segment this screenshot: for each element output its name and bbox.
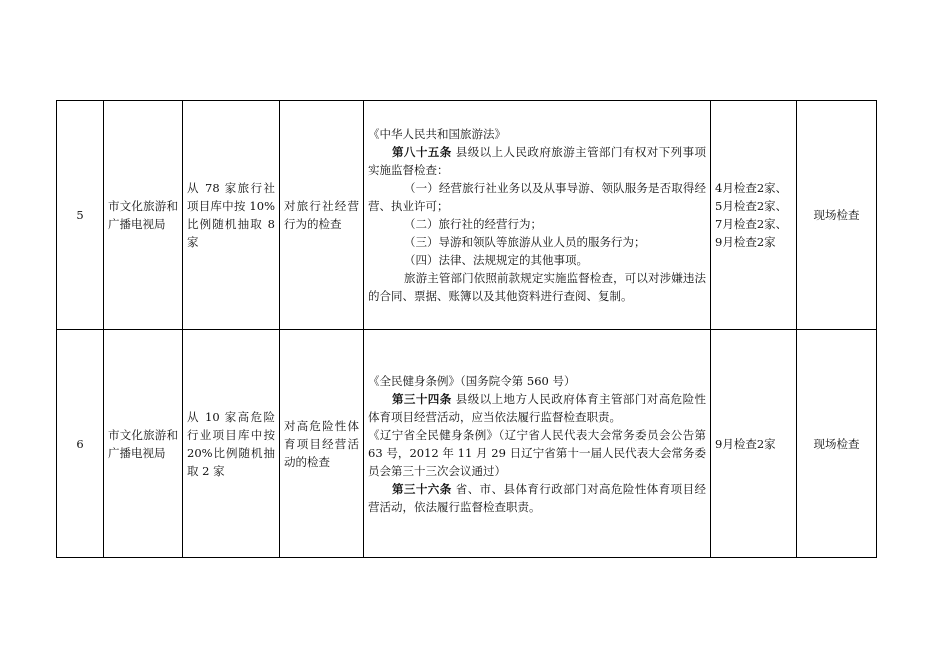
method-cell: 现场检查 [797, 330, 877, 558]
schedule-cell [711, 101, 797, 330]
table-row [57, 330, 877, 558]
legal-basis-cell [364, 330, 711, 558]
method-cell: 现场检查 [797, 101, 877, 330]
article-text: 县级以上地方人民政府体育主管部门对高危险性体育项目经营活动，应当依法履行监督检查职责。 [368, 391, 707, 424]
article-heading: 第三十六条 [392, 481, 452, 496]
table-row [57, 101, 877, 330]
schedule-entry: 7月检查2家、 [715, 217, 788, 231]
article-text: 县级以上人民政府旅游主管部门有权对下列事项实施监督检查： [368, 145, 707, 177]
article-clause: （三）导游和领队等旅游从业人员的服务行为； [404, 235, 646, 249]
article-clause: （一）经营旅行社业务以及从事导游、领队服务是否取得经营、执业许可； [368, 181, 706, 213]
schedule-entry: 5月检查2家、 [715, 199, 788, 213]
law-title: 《中华人民共和国旅游法》 [368, 127, 506, 141]
article-text: 省、市、县体育行政部门对高危险性体育项目经营活动，依法履行监督检查职责。 [368, 481, 707, 514]
sampling-scope-cell: 从 78 家旅行社项目库中按 10% 比例随机抽取 8 家 [183, 101, 280, 330]
row-number: 5 [57, 101, 104, 330]
schedule-cell [711, 330, 797, 558]
inspection-table [56, 100, 877, 558]
department-cell: 市文化旅游和广播电视局 [104, 330, 183, 558]
row-number: 6 [57, 330, 104, 558]
article-clause: （二）旅行社的经营行为； [404, 217, 542, 231]
legal-basis-cell [364, 101, 711, 330]
law-title: 《辽宁省全民健身条例》（辽宁省人民代表大会常务委员会公告第 63 号，2012 年 11 月 29 日辽宁省第十一届人民代表大会常务委员会第三十三次会议通过） [368, 427, 706, 478]
department-cell: 市文化旅游和广播电视局 [104, 101, 183, 330]
article-heading: 第三十四条 [392, 391, 452, 406]
article-heading: 第八十五条 [392, 145, 452, 159]
article-clause: （四）法律、法规规定的其他事项。 [404, 253, 588, 267]
law-title: 《全民健身条例》（国务院令第 560 号） [368, 373, 576, 388]
inspection-item-cell: 对旅行社经营行为的检查 [280, 101, 364, 330]
inspection-item-cell: 对高危险性体育项目经营活动的检查 [280, 330, 364, 558]
article-paragraph: 旅游主管部门依照前款规定实施监督检查，可以对涉嫌违法的合同、票据、账簿以及其他资料进行查阅、复制。 [368, 271, 706, 303]
sampling-scope-cell: 从 10 家高危险行业项目库中按 20%比例随机抽取 2 家 [183, 330, 280, 558]
schedule-entry: 4月检查2家、 [715, 181, 788, 195]
schedule-entry: 9月检查2家 [715, 235, 776, 249]
schedule-entry: 9月检查2家 [715, 436, 776, 451]
